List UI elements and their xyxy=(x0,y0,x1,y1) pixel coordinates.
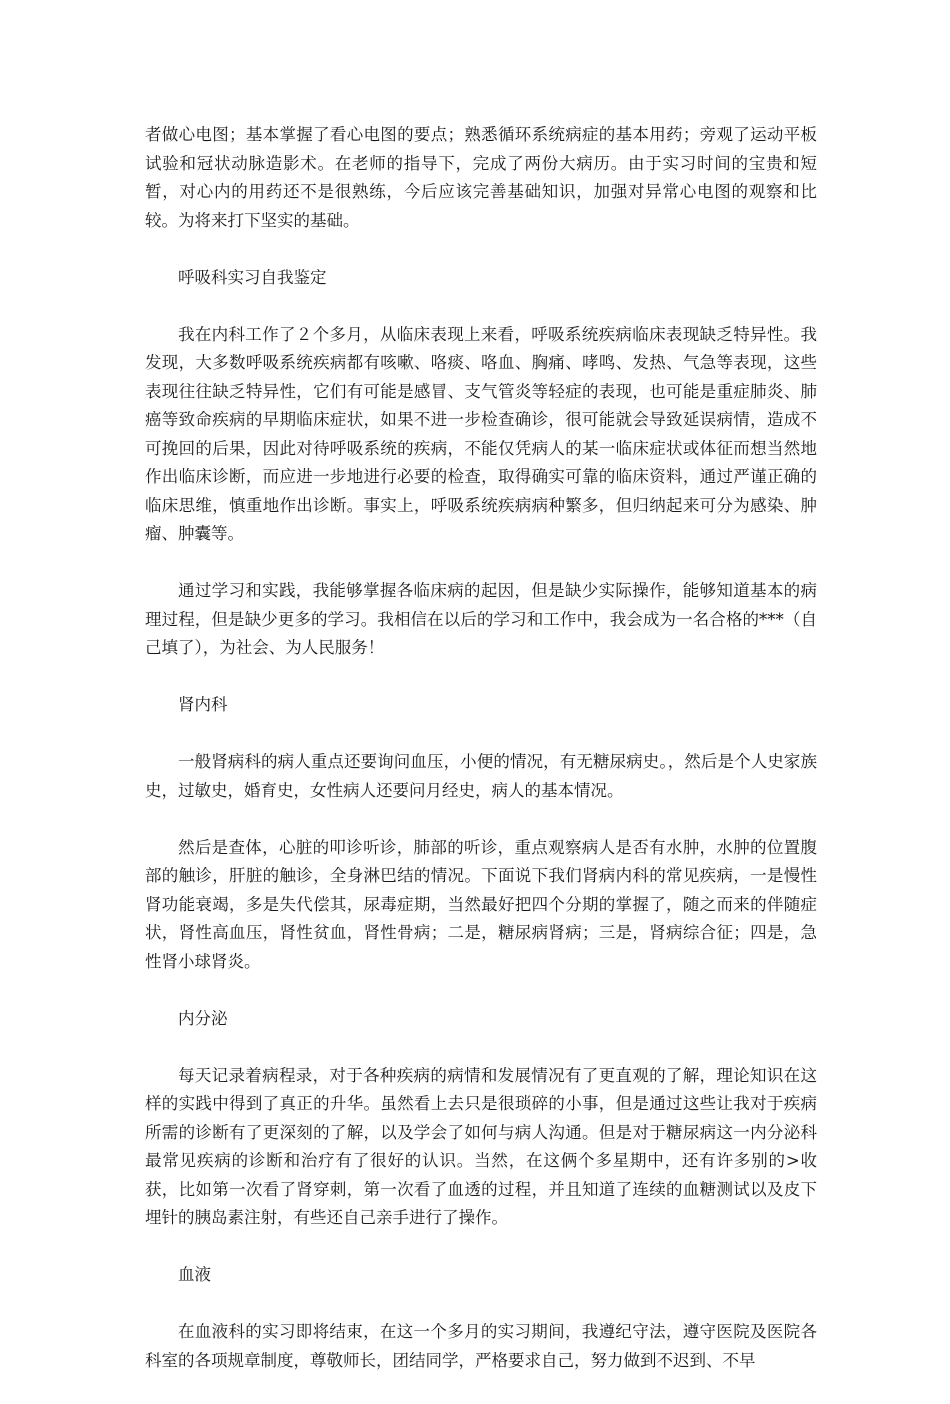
paragraph-cardiology-continued: 者做心电图；基本掌握了看心电图的要点；熟悉循环系统病症的基本用药；旁观了运动平板试验和冠状动脉造影术。在老师的指导下，完成了两份大病历。由于实习时间的宝贵和短暂，对心内的用药还不是很熟练，今后应该完善基础知识，加强对异常心电图的观察和比较。为将来打下坚实的基础。 xyxy=(145,125,817,230)
section-heading-endocrinology: 内分泌 xyxy=(178,1008,228,1028)
paragraph-endocrinology-1: 每天记录着病程录，对于各种疾病的病情和发展情况有了更直观的了解，理论知识在这样的实践中得到了真正的升华。虽然看上去只是很琐碎的小事，但是通过这些让我对于疾病所需的诊断有了更深刻的了解，以及学会了如何与病人沟通。但是对于糖尿病这一内分泌科最常见疾病的诊断和治疗有了很好的认识。当然，在这俩个多星期中，还有许多别的>收获，比如第一次看了肾穿刺，第一次看了血透的过程，并且知道了连续的血糖测试以及皮下埋针的胰岛素注射，有些还自己亲手进行了操作。 xyxy=(145,1065,817,1227)
paragraph-respiratory-1: 我在内科工作了２个多月，从临床表现上来看，呼吸系统疾病临床表现缺乏特异性。我发现，大多数呼吸系统疾病都有咳嗽、咯痰、咯血、胸痛、哮鸣、发热、气急等表现，这些表现往往缺乏特异性，它们有可能是感冒、支气管炎等轻症的表现，也可能是重症肺炎、肺癌等致命疾病的早期临床症状，如果不进一步检查确诊，很可能就会导致延误病情，造成不可挽回的后果，因此对待呼吸系统的疾病，不能仅凭病人的某一临床症状或体征而想当然地作出临床诊断，而应进一步地进行必要的检查，取得确实可靠的临床资料，通过严谨正确的临床思维，慎重地作出诊断。事实上，呼吸系统疾病病种繁多，但归纳起来可分为感染、肿瘤、肿囊等。 xyxy=(145,324,817,543)
section-heading-respiratory: 呼吸科实习自我鉴定 xyxy=(178,267,327,287)
paragraph-nephrology-1: 一般肾病科的病人重点还要询问血压，小便的情况，有无糖尿病史。，然后是个人史家族史，过敏史，婚育史，女性病人还要问月经史，病人的基本情况。 xyxy=(145,752,817,800)
paragraph-respiratory-2: 通过学习和实践，我能够掌握各临床病的起因，但是缺少实际操作，能够知道基本的病理过程，但是缺少更多的学习。我相信在以后的学习和工作中，我会成为一名合格的***（自己填了），为社会、为人民服务！ xyxy=(145,581,817,657)
paragraph-nephrology-2: 然后是查体，心脏的叩诊听诊，肺部的听诊，重点观察病人是否有水肿，水肿的位置腹部的触诊，肝脏的触诊，全身淋巴结的情况。下面说下我们肾病内科的常见疾病，一是慢性肾功能衰竭，多是失代偿其，尿毒症期，当然最好把四个分期的掌握了，随之而来的伴随症状，肾性高血压，肾性贫血，肾性骨病；二是，糖尿病肾病；三是，肾病综合征；四是，急性肾小球肾炎。 xyxy=(145,837,817,971)
section-heading-nephrology: 肾内科 xyxy=(178,695,228,714)
section-heading-hematology: 血液 xyxy=(178,1265,211,1284)
document-body xyxy=(145,121,817,1404)
paragraph-hematology-1: 在血液科的实习即将结束，在这一个多月的实习期间，我遵纪守法，遵守医院及医院各科室的各项规章制度，尊敬师长，团结同学，严格要求自己，努力做到不迟到、不早 xyxy=(145,1322,817,1370)
